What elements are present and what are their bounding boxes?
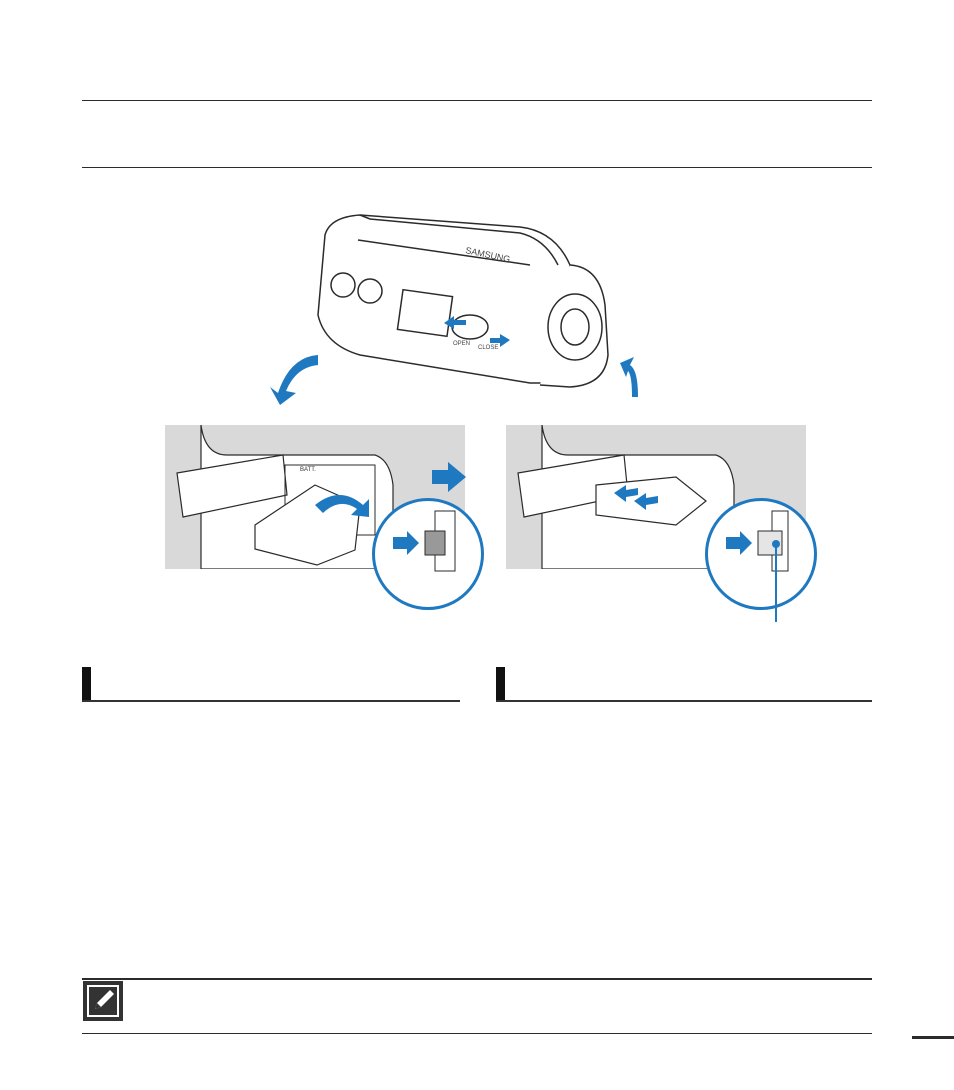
- header-rule-top: [82, 100, 872, 101]
- section-head-eject: [496, 667, 872, 701]
- section-underline: [82, 700, 460, 702]
- next-step-arrow-icon: [432, 460, 466, 494]
- insert-latch-zoom: [372, 498, 484, 610]
- header-rule-bottom: [82, 167, 872, 168]
- open-cover-arrow-icon: [270, 355, 318, 405]
- lock-latch-zoom: [705, 498, 817, 610]
- close-label: CLOSE: [478, 345, 499, 351]
- section-marker: [82, 667, 91, 701]
- callout-line: [770, 538, 782, 622]
- battery-slot-label: BATT.: [300, 467, 316, 473]
- camcorder-illustration: [270, 205, 670, 405]
- close-cover-arrow-icon: [620, 357, 638, 397]
- page-number-bar: [912, 1036, 954, 1039]
- footer-rule: [82, 1033, 872, 1034]
- section-underline: [496, 700, 872, 702]
- pencil-note-icon: [83, 981, 123, 1021]
- latch-push-arrow-icon: [393, 531, 419, 555]
- brand-label: SAMSUNG: [464, 245, 512, 265]
- open-label: OPEN: [453, 341, 471, 347]
- note-rule-top: [82, 978, 872, 980]
- section-marker: [496, 667, 505, 701]
- section-head-insert: [82, 667, 460, 701]
- latch-lock-arrow-icon: [726, 531, 752, 555]
